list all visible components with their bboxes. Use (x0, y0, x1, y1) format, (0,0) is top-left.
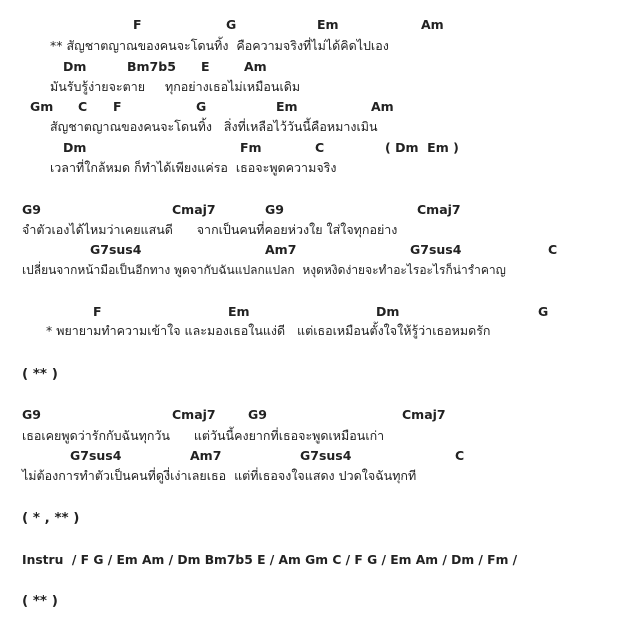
chord: G9 (248, 407, 267, 422)
chord: E (201, 59, 210, 74)
chord: Am7 (190, 448, 222, 463)
chord: Am (244, 59, 267, 74)
lyric-line: ** สัญชาตญาณของคนจะโดนทิ้ง คือความจริงที่ไม่ได้คิดไปเอง (50, 38, 389, 53)
chord: G7sus4 (90, 242, 142, 257)
chord: Fm (240, 140, 262, 155)
lyric-line: เธอเคยพูดว่ารักกับฉันทุกวัน แต่วันนี้คงยากที่เธอจะพูดเหมือนเก่า (22, 428, 385, 443)
chord: Em (317, 17, 339, 32)
chord: Em (276, 99, 298, 114)
chord: C (78, 99, 88, 114)
chord: F (133, 17, 142, 32)
chord: Dm (63, 59, 87, 74)
chord: Dm (63, 140, 87, 155)
repeat-marker: ( ** ) (22, 366, 58, 382)
chord: Dm (376, 304, 400, 319)
chord: G7sus4 (410, 242, 462, 257)
chord: G9 (265, 202, 284, 217)
chord: Gm (30, 99, 54, 114)
chord: C (455, 448, 465, 463)
chord: C (548, 242, 558, 257)
chord: Em (228, 304, 250, 319)
chord: Cmaj7 (172, 407, 216, 422)
chord: G (538, 304, 549, 319)
lyric-line: เวลาที่ใกล้หมด ก็ทำได้เพียงแค่รอ เธอจะพูดความจริง (50, 160, 337, 175)
chord: Am (371, 99, 394, 114)
chord: F (113, 99, 122, 114)
chord: Am (421, 17, 444, 32)
lyric-line: ไม่ต้องการทำตัวเป็นคนที่ดูงี่เง่าเลยเธอ แต่ที่เธอจงใจแสดง ปวดใจฉันทุกที (22, 468, 417, 483)
chord: Am7 (265, 242, 297, 257)
chord: Cmaj7 (172, 202, 216, 217)
repeat-marker: ( * , ** ) (22, 510, 80, 526)
chord: F (93, 304, 102, 319)
chord: G (226, 17, 237, 32)
lyric-line: มันรับรู้ง่ายจะตาย ทุกอย่างเธอไม่เหมือนเดิม (50, 79, 301, 94)
lyric-line: เปลี่ยนจากหน้ามือเป็นอีกทาง พูดจากับฉันแปลกแปลก หงุดหงิดง่ายจะทำอะไรอะไรก็น่ารำคาญ (22, 263, 506, 277)
chord: Bm7b5 (127, 59, 176, 74)
chord: ( Dm Em ) (385, 140, 459, 155)
chord: C (315, 140, 325, 155)
lyric-line: * พยายามทำความเข้าใจ และมองเธอในแง่ดี แต่เธอเหมือนตั้งใจให้รู้ว่าเธอหมดรัก (46, 323, 491, 338)
chord: G7sus4 (300, 448, 352, 463)
instrumental-line: Instru / F G / Em Am / Dm Bm7b5 E / Am Gm C / F G / Em Am / Dm / Fm / (22, 553, 518, 567)
chord: G7sus4 (70, 448, 122, 463)
chord: G9 (22, 202, 41, 217)
chord: G (196, 99, 207, 114)
lyric-line: สัญชาตญาณของคนจะโดนทิ้ง สิ่งที่เหลือไว้วันนี้คือหมางเมิน (50, 119, 378, 134)
chord: Cmaj7 (417, 202, 461, 217)
chord: G9 (22, 407, 41, 422)
lyric-line: จำตัวเองได้ไหมว่าเคยแสนดี จากเป็นคนที่คอยห่วงใย ใส่ใจทุกอย่าง (22, 222, 398, 237)
repeat-marker: ( ** ) (22, 593, 58, 609)
chord: Cmaj7 (402, 407, 446, 422)
